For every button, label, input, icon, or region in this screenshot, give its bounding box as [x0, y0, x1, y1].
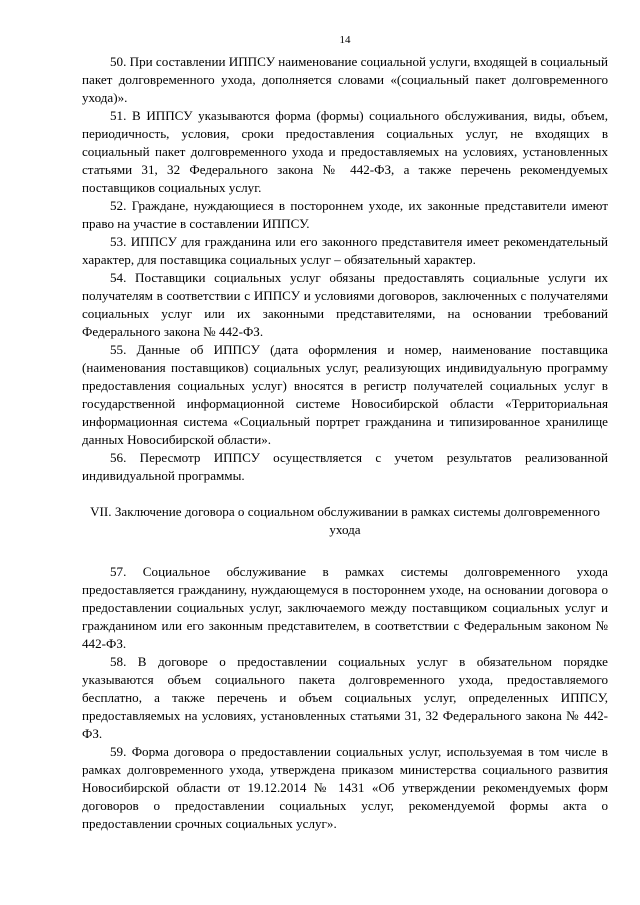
paragraph-58: 58. В договоре о предоставлении социальных услуг в обязательном порядке указываются объем социального пакета долговременного ухода, предоставляемого бесплатно, а также перечень и объем социальных услуг, определенных ИППСУ, предоставляемых на условиях, установленных статьями 31, 32 Федерального закона № 442-ФЗ. — [82, 654, 608, 741]
paragraph-53: 53. ИППСУ для гражданина или его законного представителя имеет рекомендательный характер, для поставщика социальных услуг – обязательный характер. — [82, 234, 608, 267]
paragraph-51: 51. В ИППСУ указываются форма (формы) социального обслуживания, виды, объем, периодичность, условия, сроки предоставления социальных услуг, не входящих в социальный пакет долговременного ухода и предоставляемых на условиях, установленных статьями 31, 32 Федерального закона № 442-ФЗ, а также перечень рекомендуемых поставщиков социальных услуг. — [82, 108, 608, 195]
paragraph-54: 54. Поставщики социальных услуг обязаны предоставлять социальные услуги их получателям в соответствии с ИППСУ и условиями договоров, заключенных с получателями социальных услуг или их законными представителями, на основании требований Федерального закона № 442-ФЗ. — [82, 270, 608, 339]
paragraph-52: 52. Граждане, нуждающиеся в постороннем уходе, их законные представители имеют право на участие в составлении ИППСУ. — [82, 198, 608, 231]
paragraph-57: 57. Социальное обслуживание в рамках системы долговременного ухода предоставляется гражданину, нуждающемуся в постороннем уходе, на основании договора о предоставлении социальных услуг, заключаемого между поставщиком социальных услуг и гражданином или его законным представителем, в соответствии с Федеральным законом № 442-ФЗ. — [82, 564, 608, 651]
paragraph-55: 55. Данные об ИППСУ (дата оформления и номер, наименование поставщика (наименования поставщиков) социальных услуг, реализующих индивидуальную программу предоставления социальных услуг) вносятся в регистр получателей социальных услуг в государственной информационной системе Новосибирской области «Территориальная информационная система «Социальный портрет гражданина и типизированное хранилище данных Новосибирской области». — [82, 342, 608, 447]
page-number: 14 — [339, 34, 351, 46]
section-heading: VII. Заключение договора о социальном обслуживании в рамках системы долговременного ухода — [90, 504, 600, 537]
paragraph-50: 50. При составлении ИППСУ наименование социальной услуги, входящей в социальный пакет долговременного ухода, дополняется словами «(социальный пакет долговременного ухода)». — [82, 54, 608, 105]
paragraph-59: 59. Форма договора о предоставлении социальных услуг, используемая в том числе в рамках долговременного ухода, утверждена приказом министерства социального развития Новосибирской области от 19.12.2014 № 1431 «Об утверждении рекомендуемых форм договоров о предоставлении социальных услуг, рекомендуемой формы акта о предоставлении срочных социальных услуг». — [82, 744, 608, 831]
paragraph-56: 56. Пересмотр ИППСУ осуществляется с учетом результатов реализованной индивидуальной программы. — [82, 450, 608, 483]
